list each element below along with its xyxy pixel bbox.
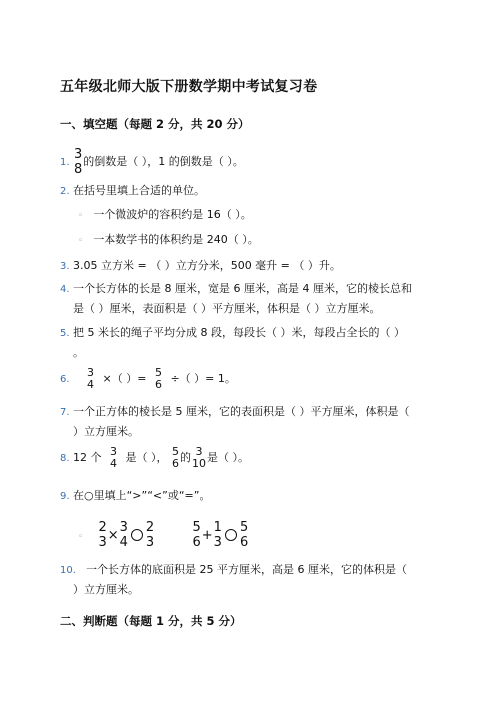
question-2 <box>60 181 440 201</box>
question-text: 是（ ）。 <box>207 451 249 464</box>
question-number: 9. <box>60 491 70 502</box>
fraction: 3 4 <box>110 445 117 470</box>
comparison-row <box>78 520 249 550</box>
comparison-expression-1: 2 3 × 3 4 2 3 <box>98 520 155 550</box>
question-1 <box>60 147 440 177</box>
section-fill-blank-heading: 一、填空题（每题 2 分，共 20 分） <box>60 117 250 131</box>
question-text-cont: 是（ ）厘米，表面积是（ ）平方厘米，体积是（ ）立方厘米。 <box>73 302 381 315</box>
blank-circle[interactable] <box>131 529 143 541</box>
fraction: 3 8 <box>74 147 83 177</box>
question-text: 一个长方体的长是 8 厘米，宽是 6 厘米，高是 4 厘米，它的棱长总和 <box>73 282 412 295</box>
question-text: 在括号里填上合适的单位。 <box>73 184 205 197</box>
question-number: 3. <box>60 261 70 272</box>
question-number: 5. <box>60 328 70 339</box>
question-text: ×（ ）= <box>102 372 147 385</box>
question-number: 2. <box>60 186 70 197</box>
question-10 <box>60 560 440 599</box>
blank-circle[interactable] <box>225 529 237 541</box>
fraction: 5 6 <box>154 366 162 391</box>
question-number: 6. <box>60 374 70 385</box>
bullet-text: 一个微波炉的容积约是 16（ ）。 <box>93 208 252 221</box>
bullet-item <box>78 232 259 249</box>
question-number: 1. <box>60 157 70 168</box>
page-title: 五年级北师大版下册数学期中考试复习卷 <box>60 79 318 95</box>
question-number: 8. <box>60 453 70 464</box>
question-number: 4. <box>60 284 70 295</box>
question-4 <box>60 279 440 318</box>
bullet-icon: ◦ <box>78 531 84 542</box>
bullet-icon: ◦ <box>78 236 84 246</box>
bullet-text: 一本数学书的体积约是 240（ ）。 <box>93 233 259 246</box>
question-5 <box>60 323 440 362</box>
question-3 <box>60 256 440 276</box>
question-text: 一个正方体的棱长是 5 厘米，它的表面积是（ ）平方厘米，体积是（ <box>73 405 410 418</box>
question-text: 在○里填上“>”“<”或“=”。 <box>73 489 211 502</box>
section-true-false-heading: 二、判断题（每题 1 分，共 5 分） <box>60 614 242 628</box>
question-text: 12 个 <box>73 451 102 464</box>
question-text-cont: ）立方厘米。 <box>73 425 139 438</box>
question-8 <box>60 446 440 470</box>
question-7 <box>60 402 440 441</box>
question-text: 是（ ）， <box>125 451 168 464</box>
question-text: 3.05 立方米 = （ ）立方分米，500 毫升 = （ ）升。 <box>73 259 341 272</box>
question-text: 的倒数是（ ），1 的倒数是（ ）。 <box>83 155 244 168</box>
fraction: 3 4 <box>87 366 94 391</box>
question-number: 10. <box>60 565 76 576</box>
comparison-expression-2: 5 6 + 1 3 5 6 <box>192 520 249 550</box>
question-6 <box>60 367 440 391</box>
bullet-item <box>78 207 252 224</box>
question-text: 的 <box>180 451 191 464</box>
question-text: 把 5 米长的绳子平均分成 8 段，每段长（ ）米，每段占全长的（ ） <box>73 326 405 339</box>
question-text: ÷（ ）= 1。 <box>170 372 236 385</box>
question-number: 7. <box>60 407 70 418</box>
question-text: 一个长方体的底面积是 25 平方厘米，高是 6 厘米，它的体积是（ <box>86 563 407 576</box>
question-9 <box>60 486 440 506</box>
fraction: 5 6 <box>172 445 179 470</box>
bullet-icon: ◦ <box>78 211 84 221</box>
question-text-cont: 。 <box>73 346 84 359</box>
question-text-cont: ）立方厘米。 <box>73 583 139 596</box>
fraction: 3 10 <box>192 445 206 470</box>
